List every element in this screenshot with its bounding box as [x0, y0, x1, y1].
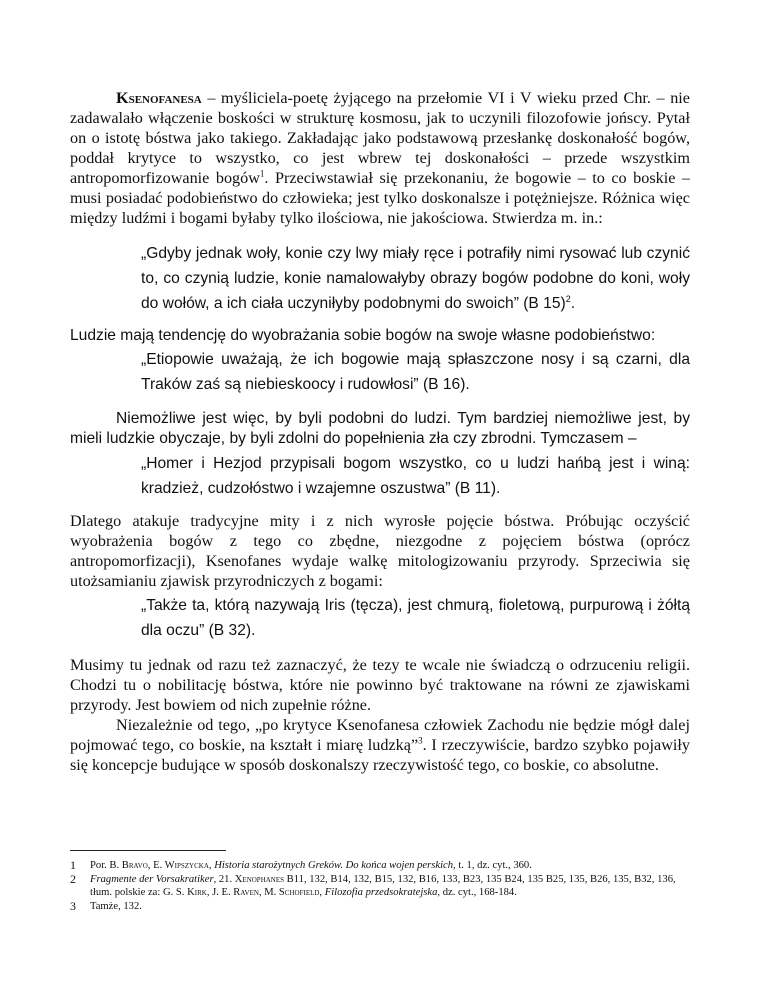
footnote-divider [70, 850, 226, 851]
quote-1: „Gdyby jednak woły, konie czy lwy miały ręce i potrafiły nimi rysować lub czynić to, co czynią ludzie, konie namalowałyby obrazy bogów podobne do koni, woły do wołów, a ich ciała uczyniłyby podobnymi do swoich” (B 15)$^2$. [141, 245, 690, 312]
quote-2: „Etiopowie uważają, że ich bogowie mają spłaszczone nosy i są czarni, dla Traków zaś są niebieskoocy i rudowłosi” (B 16). [141, 351, 690, 393]
footnote-ref-3[interactable]: 3 [418, 735, 423, 746]
footnote-2: 2 Fragmente der Vorsakratiker, 21. Xenophanes B11, 132, B14, 132, B15, 132, B16, 133, B23, 135 B24, 135 B25, 135, B26, 135, B32, 136, tłum. polskie za: G. S. Kirk, J. E. Raven, M. Schofield, Filozofia przedsokratejska, dz. cyt., 168-184. [70, 871, 676, 898]
paragraph-2: Ludzie mają tendencję do wyobrażania sobie bogów na swoje własne podobieństwo: [70, 327, 656, 344]
author-name: Ksenofanesa [116, 89, 202, 107]
footnote-ref-1[interactable]: 1 [259, 168, 265, 179]
document-body [70, 88, 690, 775]
paragraph-3: Niemożliwe jest więc, by byli podobni do ludzi. Tym bardziej niemożliwe jest, by mieli ludzkie obyczaje, by byli zdolni do popełnienia zła czy zbrodni. Tymczasem – [70, 410, 690, 447]
paragraph-5: Musimy tu jednak od razu też zaznaczyć, że tezy te wcale nie świadczą o odrzuceniu religii. Chodzi tu o nobilitację bóstwa, które nie powinno być traktowane na równi ze zjawiskami przyrody. Jest bowiem od nich zupełnie różne. [70, 656, 690, 714]
footnotes [70, 850, 690, 913]
footnote-3: 3 Tamże, 132. [70, 898, 142, 913]
footnote-1: 1 Por. B. Bravo, E. Wipszycka, Historia starożytnych Greków. Do końca wojen perskich, t. 1, dz. cyt., 360. [70, 858, 532, 872]
paragraph-4: Dlatego atakuje tradycyjne mity i z nich wyrosłe pojęcie bóstwa. Próbując oczyścić wyobrażenia bogów z tego co zbędne, niezgodne z pojęciem bóstwa (oprócz antropomorfizacji), Ksenofanes wydaje walkę mitologizowaniu przyrody. Sprzeciwia się utożsamianiu zjawisk przyrodniczych z bogami: [70, 512, 690, 590]
paragraph-6: Niezależnie od tego, „po krytyce Ksenofanesa człowiek Zachodu nie będzie mógł dalej pojmować tego, co boskie, na kształt i miarę ludzką”$^3$. I rzeczywiście, bardzo szybko pojawiły się koncepcje budujące w sposób doskonalszy rzeczywistość tego, co boskie, co absolutne. [70, 716, 690, 774]
quote-3: „Homer i Hezjod przypisali bogom wszystko, co u ludzi hańbą jest i winą: kradzież, cudzołóstwo i wzajemne oszustwa” (B 11). [141, 455, 690, 497]
quote-4: „Także ta, którą nazywają Iris (tęcza), jest chmurą, fioletową, purpurową i żółtą dla oczu” (B 32). [141, 597, 690, 639]
footnote-ref-2[interactable]: 2 [565, 293, 571, 304]
paragraph-1: Ksenofanesa – myśliciela-poetę żyjącego na przełomie VI i V wieku przed Chr. – nie zadawalało włączenie boskości w strukturę kosmosu, jak to uczynili filozofowie jońscy. Pytał on o istotę bóstwa jako takiego. Zakładając jako podstawową przesłankę doskonałość bogów, poddał krytyce to wszystko, co jest wbrew tej doskonałości – przede wszystkim antropomorfizowanie bogów$^1$. Przeciwstawiał się przekonaniu, że bogowie – to co boskie – musi posiadać podobieństwo do człowieka; jest tylko doskonalsze i potężniejsze. Różnica więc między ludźmi i bogami byłaby tylko ilościowa, nie jakościowa. Stwierdza m. in.: [70, 89, 690, 227]
